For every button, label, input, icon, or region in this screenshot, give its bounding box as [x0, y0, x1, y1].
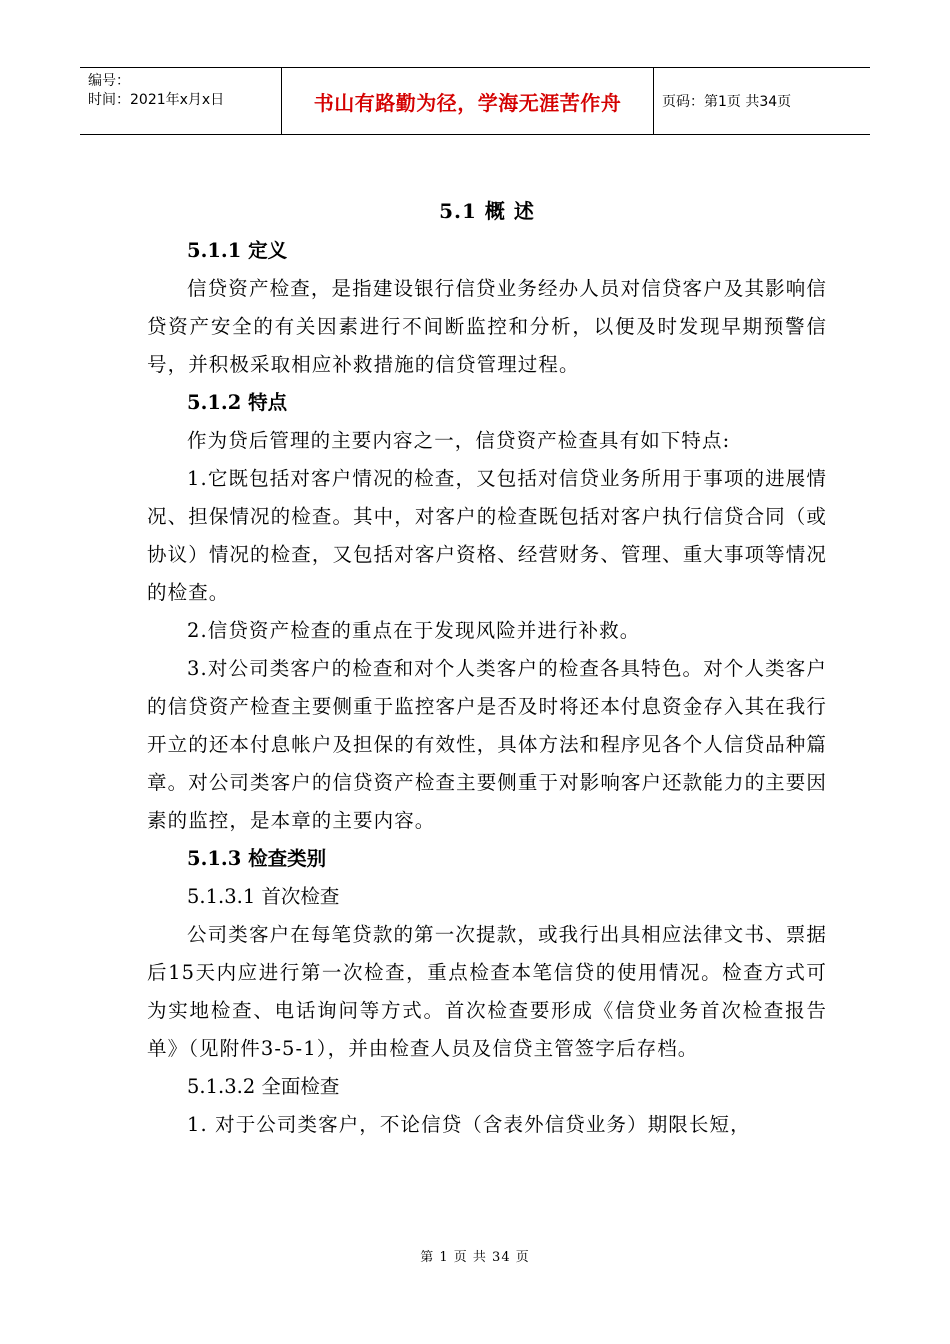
- paragraph-full-check-1: 1. 对于公司类客户，不论信贷（含表外信贷业务）期限长短，: [187, 1113, 751, 1136]
- paragraph-feature-3: 3.对公司类客户的检查和对个人类客户的检查各具特色。对个人类客户的信贷资产检查主要侧重于监控客户是否及时将还本付息资金存入其在我行开立的还本付息帐户及担保的有效性，具体方法和程序见各个人信贷品种篇章。对公司类客户的信贷资产检查主要侧重于对影响客户还款能力的主要因素的监控，是本章的主要内容。: [147, 657, 827, 832]
- document-time-label: 时间：2021年x月x日: [88, 92, 225, 108]
- header-page-info: 页码：第1页 共34页: [662, 94, 792, 110]
- heading-5-1-3: 5.1.3 检查类别: [187, 847, 327, 870]
- heading-5-1-1: 5.1.1 定义: [187, 239, 288, 262]
- paragraph-definition: 信贷资产检查，是指建设银行信贷业务经办人员对信贷客户及其影响信贷资产安全的有关因素进行不间断监控和分析，以便及时发现早期预警信号，并积极采取相应补救措施的信贷管理过程。: [147, 277, 827, 376]
- header-motto: 书山有路勤为径，学海无涯苦作舟: [282, 68, 654, 134]
- paragraph-features-intro: 作为贷后管理的主要内容之一，信贷资产检查具有如下特点:: [187, 429, 731, 452]
- header-meta: [80, 68, 282, 134]
- paragraph-first-check: 公司类客户在每笔贷款的第一次提款，或我行出具相应法律文书、票据后15天内应进行第一次检查，重点检查本笔信贷的使用情况。检查方式可为实地检查、电话询问等方式。首次检查要形成《信贷业务首次检查报告单》（见附件3-5-1），并由检查人员及信贷主管签字后存档。: [147, 923, 827, 1060]
- paragraph-feature-2: 2.信贷资产检查的重点在于发现风险并进行补救。: [187, 619, 641, 642]
- paragraph-feature-1: 1.它既包括对客户情况的检查，又包括对信贷业务所用于事项的进展情况、担保情况的检查。其中，对客户的检查既包括对客户执行信贷合同（或协议）情况的检查，又包括对客户资格、经营财务、管理、重大事项等情况的检查。: [147, 467, 827, 604]
- page-footer: 第 1 页 共 34 页: [420, 1250, 530, 1265]
- heading-5-1-3-2: 5.1.3.2 全面检查: [187, 1075, 340, 1098]
- heading-5-1-3-1: 5.1.3.1 首次检查: [187, 885, 340, 908]
- heading-5-1-2: 5.1.2 特点: [187, 391, 288, 414]
- section-title: 5.1 概 述: [439, 199, 535, 223]
- document-body: [147, 192, 827, 1144]
- document-header: [80, 67, 870, 135]
- document-number-label: 编号：: [88, 73, 130, 89]
